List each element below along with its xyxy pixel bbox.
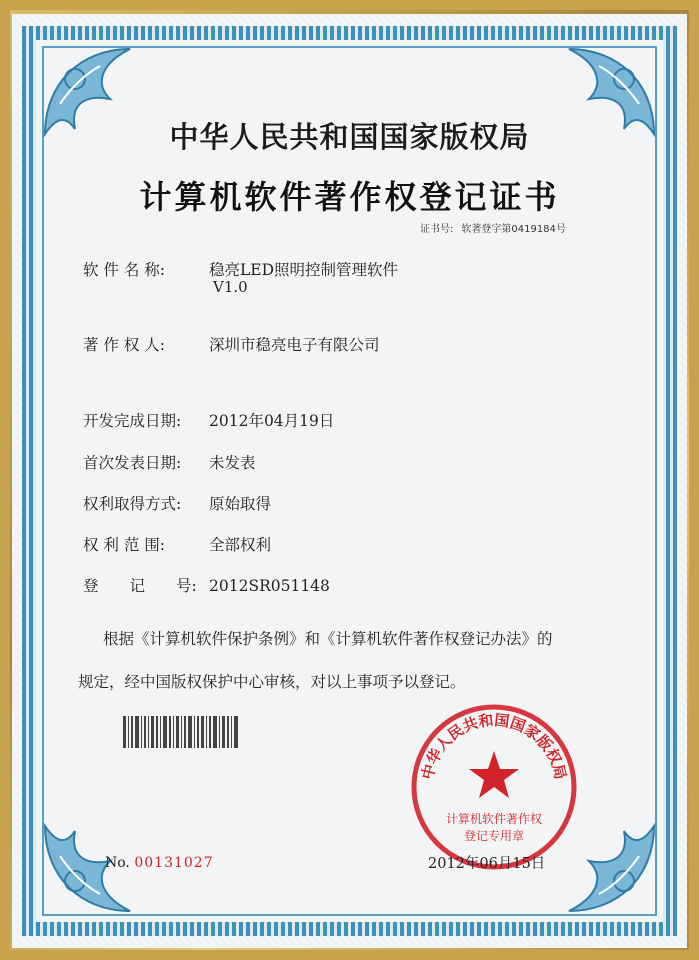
software-version: V1.0 (213, 278, 248, 296)
owner-row (83, 333, 380, 355)
seal-inner-line-2: 登记专用章 (463, 829, 525, 843)
serial-number-label: No. (105, 855, 130, 871)
scope-label: 权 利 范 围: (83, 536, 166, 554)
dev-date-row (83, 409, 334, 431)
publish-date-label: 首次发表日期: (83, 454, 182, 472)
owner-value: 深圳市稳亮电子有限公司 (209, 336, 380, 354)
software-name-value: 稳亮LED照明控制管理软件 (209, 261, 399, 279)
acquire-row (83, 492, 271, 514)
acquire-value: 原始取得 (209, 495, 272, 513)
certificate-number-value: 软著登字第0419184号 (461, 224, 566, 235)
corner-ornament-bottom-right (564, 821, 659, 916)
barcode-image (123, 716, 238, 748)
certificate-number (420, 220, 566, 235)
publish-date-value: 未发表 (209, 454, 256, 472)
issuer-title: 中华人民共和国国家版权局 (169, 120, 530, 154)
scope-value: 全部权利 (209, 536, 272, 554)
statement-line-2: 规定，经中国版权保护中心审核，对以上事项予以登记。 (78, 673, 466, 691)
serial-number (105, 855, 214, 871)
certificate-number-label: 证书号: (420, 224, 454, 235)
official-seal (410, 703, 578, 871)
reg-no-row (83, 574, 330, 596)
software-name-row (83, 258, 398, 280)
serial-number-value: 00131027 (134, 855, 214, 871)
dev-date-label: 开发完成日期: (83, 412, 182, 430)
publish-date-row (83, 451, 256, 473)
issue-date: 2012年06月15日 (428, 856, 546, 872)
software-name-label: 软 件 名 称: (83, 261, 166, 279)
dev-date-value: 2012年04月19日 (209, 412, 335, 430)
scope-row (83, 533, 271, 555)
certificate-title: 计算机软件著作权登记证书 (139, 178, 560, 216)
statement-line-1: 根据《计算机软件保护条例》和《计算机软件著作权登记办法》的 (103, 630, 553, 648)
owner-label: 著 作 权 人: (83, 336, 166, 354)
acquire-label: 权利取得方式: (83, 495, 182, 513)
seal-outer-text: 中华人民共和国国家版权局 (418, 711, 570, 782)
reg-no-label: 登 记 号: (83, 577, 197, 595)
reg-no-value: 2012SR051148 (209, 577, 330, 595)
seal-inner-line-1: 计算机软件著作权 (445, 812, 543, 826)
